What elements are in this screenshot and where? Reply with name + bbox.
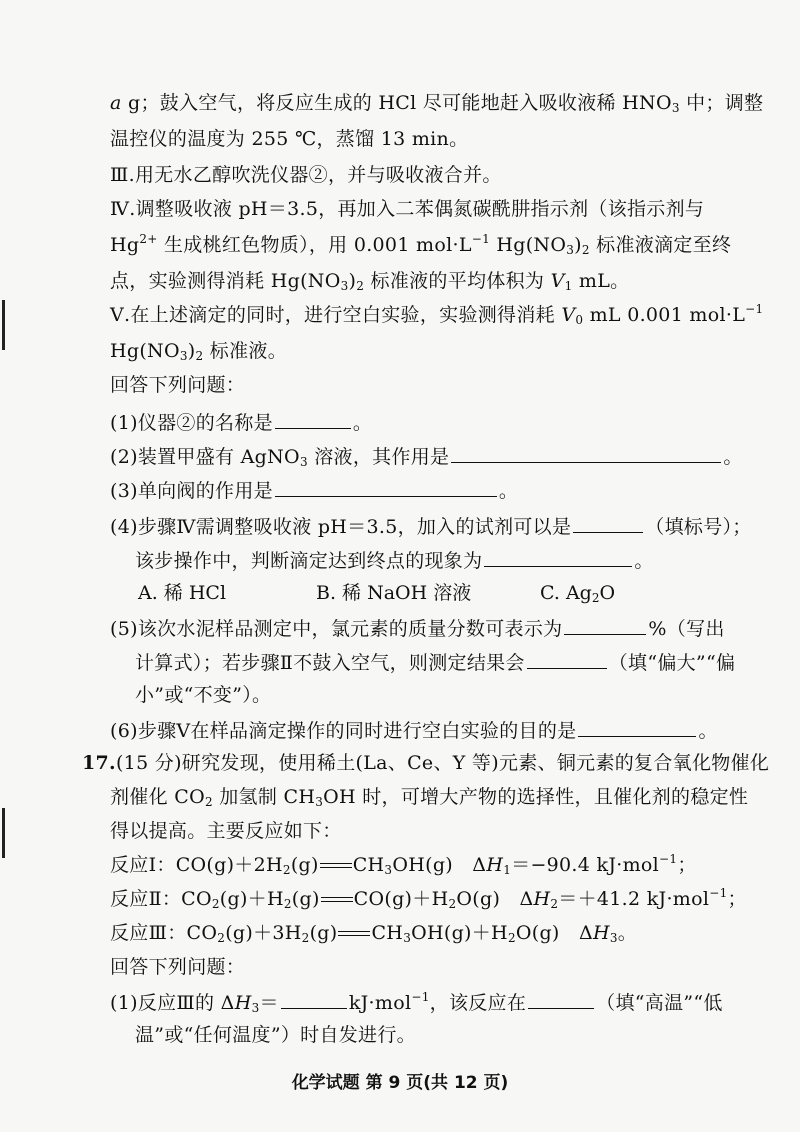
text-line: 温控仪的温度为 255 ℃，蒸馏 13 min。	[110, 128, 469, 150]
question-4: (4)步骤Ⅳ需调整吸收液 pH＝3.5，加入的试剂可以是 （填标号）；	[110, 512, 730, 540]
question-17-1-cont: 温”或“任何温度”）时自发进行。	[135, 1024, 416, 1046]
answer-blank[interactable]	[275, 408, 351, 429]
equilibrium-arrow-icon	[321, 895, 353, 905]
option-c: C. $Ag_2O$	[540, 582, 616, 605]
step-4: Ⅳ.调整吸收液 pH＝3.5，再加入二苯偶氮碳酰肼指示剂（该指示剂与	[110, 198, 705, 220]
option-a: A. 稀 HCl	[138, 582, 227, 604]
answer-blank[interactable]	[578, 716, 696, 737]
answer-blank[interactable]	[451, 442, 721, 463]
equilibrium-arrow-icon	[338, 929, 370, 939]
text-line: $Hg(NO_3)_2$ 标准液。	[110, 340, 287, 363]
text-line: 点，实验测得消耗 $Hg(NO_3)_2$ 标准液的平均体积为 $V_1$ mL。	[110, 270, 630, 293]
question-5-cont: 计算式）；若步骤Ⅱ不鼓入空气，则测定结果会 （填“偏大”“偏	[135, 648, 730, 676]
question-5: (5)该次水泥样品测定中，氯元素的质量分数可表示为 %（写出	[110, 614, 730, 642]
answer-blank[interactable]	[484, 546, 632, 567]
question-3: (3)单向阀的作用是 。	[110, 476, 730, 504]
equilibrium-arrow-icon	[320, 861, 352, 871]
answer-blank[interactable]	[281, 988, 347, 1009]
question-2: (2)装置甲盛有 AgNO$_3$ 溶液，其作用是 。	[110, 442, 730, 470]
question-6: (6)步骤Ⅴ在样品滴定操作的同时进行空白实验的目的是 。	[110, 716, 730, 744]
answer-blank[interactable]	[573, 512, 643, 533]
problem-17: 17.(15 分)研究发现，使用稀土(La、Ce、Y 等)元素、铜元素的复合氧化物催化	[82, 752, 770, 774]
binding-mark	[2, 300, 5, 350]
page-footer: 化学试题 第 9 页(共 12 页)	[291, 1073, 509, 1093]
question-5-cont: 小”或“不变”）。	[135, 684, 272, 706]
reaction-2: 反应Ⅱ：$CO_2(g)+H_2(g)$ $CO(g)+H_2O(g)$ $\Delta H_2=+41.2$ kJ·mol$^{-1}$；	[110, 886, 747, 911]
text-line: a g；鼓入空气，将反应生成的 HCl 尽可能地赶入吸收液稀 $HNO_3$ 中；调整	[110, 92, 764, 115]
section-heading: 回答下列问题：	[110, 956, 246, 978]
answer-blank[interactable]	[275, 476, 497, 497]
text-line: 得以提高。主要反应如下：	[110, 820, 342, 842]
question-1: (1)仪器②的名称是 。	[110, 408, 730, 436]
question-17-1: (1)反应Ⅲ的 $\Delta H_3= kJ\cdot mol^{-1}$，该反应在 （填“高温”“低	[110, 990, 723, 1015]
section-heading: 回答下列问题：	[110, 374, 246, 396]
binding-mark	[2, 808, 5, 858]
text-line: 剂催化 $CO_2$ 加氢制 $CH_3OH$ 时，可增大产物的选择性，且催化剂的稳定性	[110, 786, 749, 809]
answer-blank[interactable]	[564, 614, 646, 635]
question-4-cont: 该步操作中，判断滴定达到终点的现象为 。	[135, 546, 730, 574]
reaction-3: 反应Ⅲ：$CO_2(g)+3H_2(g)$ $CH_3OH(g)+H_2O(g)$ $\Delta H_3$。	[110, 922, 638, 945]
step-5: Ⅴ.在上述滴定的同时，进行空白实验，实验测得消耗 $V_0$ mL 0.001 $mol\cdot L^{-1}$	[110, 302, 764, 327]
answer-blank[interactable]	[528, 988, 594, 1009]
option-b: B. 稀 NaOH 溶液	[316, 582, 472, 604]
text-line: $Hg^{2+}$ 生成桃红色物质），用 0.001 $mol\cdot L^{-1}$ $Hg(NO_3)_2$ 标准液滴定至终	[110, 232, 732, 257]
step-3: Ⅲ.用无水乙醇吹洗仪器②，并与吸收液合并。	[110, 164, 502, 186]
reaction-1: 反应Ⅰ：$CO(g)+2H_2(g)$ $CH_3OH(g)$ $\Delta H_1=-90.4$ kJ·mol$^{-1}$；	[110, 852, 697, 877]
answer-blank[interactable]	[527, 648, 607, 669]
